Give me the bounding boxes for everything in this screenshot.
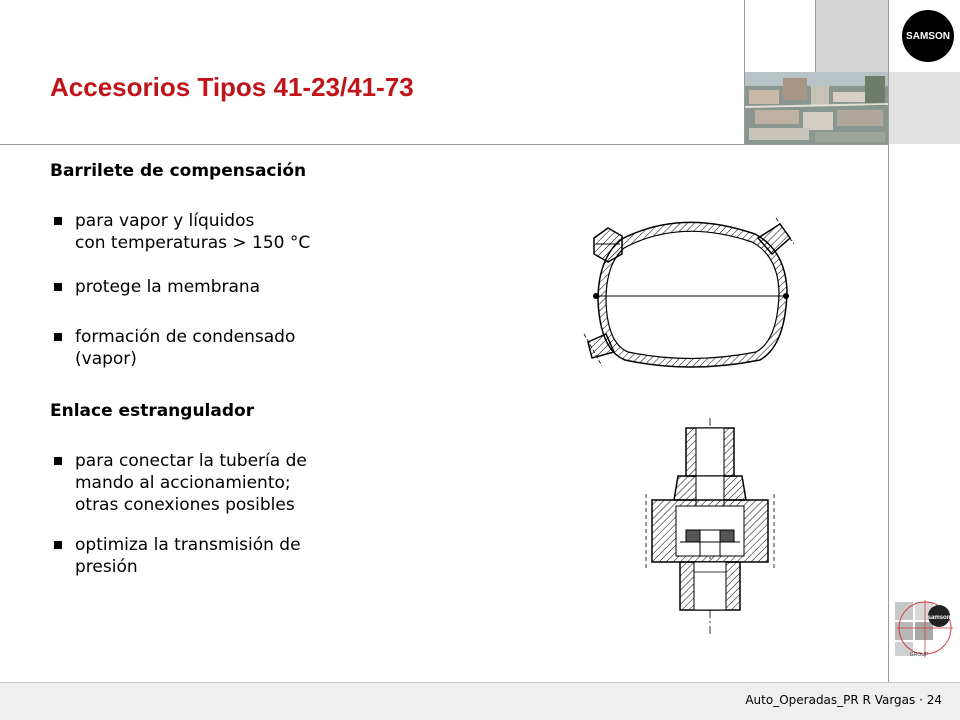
bullet-square-icon (54, 283, 62, 291)
samson-logo (902, 10, 954, 62)
bullet-square-icon (54, 333, 62, 341)
samson-group-logo (893, 598, 955, 660)
bullet-item (50, 276, 390, 298)
bullet-text: formación de condensado (75, 327, 296, 347)
throttle-connector-drawing (640, 418, 780, 636)
bullet-text: para conectar la tubería de (75, 451, 307, 471)
page-title: Accesorios Tipos 41-23/41-73 (50, 72, 414, 102)
header-grid-cell (888, 72, 960, 144)
bullet-square-icon (54, 217, 62, 225)
bullet-item (50, 450, 390, 516)
right-divider (888, 0, 889, 720)
bullet-item (50, 210, 390, 254)
bullet-text: presión (75, 557, 138, 577)
header-divider (0, 144, 888, 145)
bullet-text: mando al accionamiento; (75, 473, 291, 493)
header-grid-cell (744, 0, 816, 72)
group-logo-brand: samson (927, 615, 951, 621)
footer-text: Auto_Operadas_PR R Vargas · 24 (745, 693, 942, 707)
bullet-list (50, 450, 390, 578)
bullet-text: otras conexiones posibles (75, 495, 295, 515)
bullet-list (50, 210, 390, 370)
section-heading: Enlace estrangulador (50, 401, 255, 421)
logo-text: SAMSON (906, 30, 950, 42)
bullet-square-icon (54, 541, 62, 549)
bullet-item (50, 534, 390, 578)
header-grid-cell (816, 0, 888, 72)
bullet-text: (vapor) (75, 349, 137, 369)
bullet-text: optimiza la transmisión de (75, 535, 301, 555)
content-area (50, 160, 390, 578)
bullet-text: con temperaturas > 150 °C (75, 233, 311, 253)
compensation-barrel-drawing (580, 210, 800, 380)
bullet-text: para vapor y líquidos (75, 211, 255, 231)
section-heading: Barrilete de compensación (50, 161, 307, 181)
bullet-square-icon (54, 457, 62, 465)
bullet-item (50, 326, 390, 370)
aerial-photo (744, 72, 888, 144)
bullet-text: protege la membrana (75, 277, 261, 297)
group-logo-label: GROUP (909, 652, 929, 658)
